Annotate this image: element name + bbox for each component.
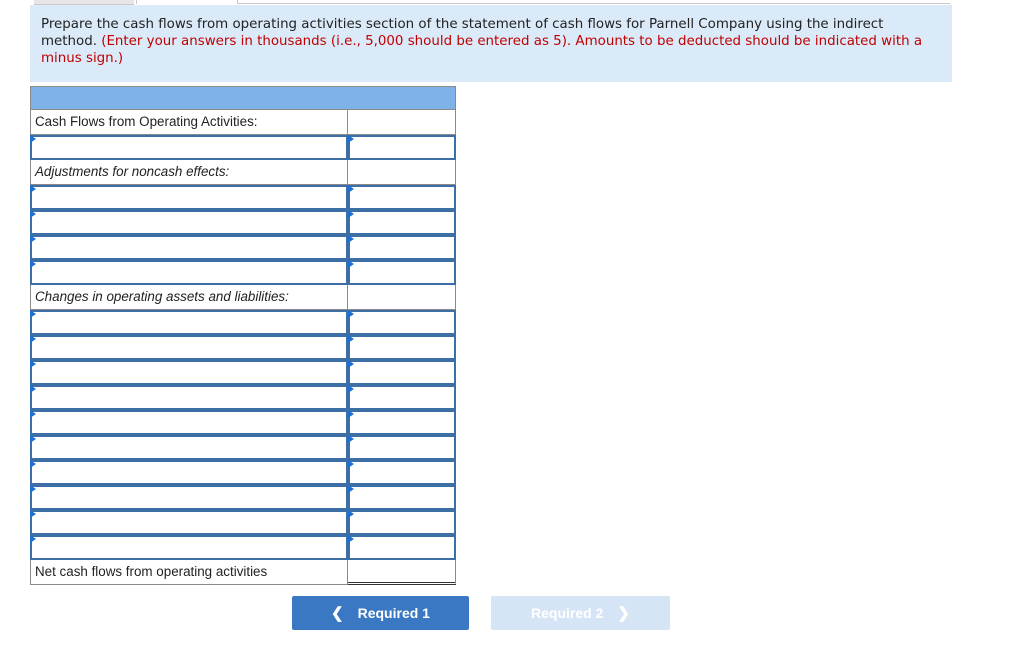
net-cash-label: Net cash flows from operating activities — [30, 560, 348, 585]
amount-input[interactable] — [348, 460, 456, 485]
worksheet-rows — [30, 110, 456, 585]
input-row — [30, 260, 456, 285]
tab-divider — [238, 3, 950, 4]
amount-cell — [348, 110, 456, 135]
amount-cell — [348, 160, 456, 185]
input-row — [30, 485, 456, 510]
tab-strip — [30, 0, 950, 4]
description-input[interactable] — [30, 485, 348, 510]
required-2-label: Required 2 — [531, 605, 604, 621]
input-row — [30, 310, 456, 335]
instructions-main: Prepare the cash flows from operating activities section of the statement of cash flows for Parnell Company using the indirect method. — [41, 17, 884, 49]
amount-input[interactable] — [348, 485, 456, 510]
input-row — [30, 510, 456, 535]
description-input[interactable] — [30, 335, 348, 360]
amount-input[interactable] — [348, 185, 456, 210]
input-row — [30, 385, 456, 410]
amount-input[interactable] — [348, 260, 456, 285]
required-1-label: Required 1 — [357, 605, 430, 621]
amount-input[interactable] — [348, 410, 456, 435]
amount-input[interactable] — [348, 210, 456, 235]
amount-input[interactable] — [348, 360, 456, 385]
amount-input[interactable] — [348, 435, 456, 460]
amount-input[interactable] — [348, 535, 456, 560]
description-input[interactable] — [30, 460, 348, 485]
section-label-row — [30, 160, 456, 185]
description-input[interactable] — [30, 185, 348, 210]
required-1-button[interactable] — [292, 596, 469, 630]
instructions-note: (Enter your answers in thousands (i.e., 5,000 should be entered as 5). Amounts to be deducted should be indicated with a minus sign.) — [41, 34, 923, 66]
amount-cell — [348, 285, 456, 310]
input-row — [30, 535, 456, 560]
description-input[interactable] — [30, 310, 348, 335]
description-input[interactable] — [30, 260, 348, 285]
required-2-button[interactable] — [491, 596, 670, 630]
input-row — [30, 210, 456, 235]
amount-input[interactable] — [348, 335, 456, 360]
section-label: Changes in operating assets and liabilities: — [30, 285, 348, 310]
section-label-row — [30, 110, 456, 135]
worksheet-header — [30, 86, 456, 110]
instructions-box — [30, 5, 952, 82]
description-input[interactable] — [30, 535, 348, 560]
section-label: Adjustments for noncash effects: — [30, 160, 348, 185]
input-row — [30, 360, 456, 385]
chevron-left-icon: ❮ — [331, 605, 344, 622]
input-row — [30, 335, 456, 360]
description-input[interactable] — [30, 135, 348, 160]
amount-input[interactable] — [348, 510, 456, 535]
section-label-row — [30, 285, 456, 310]
input-row — [30, 435, 456, 460]
chevron-right-icon: ❯ — [617, 605, 630, 622]
amount-input[interactable] — [348, 235, 456, 260]
description-input[interactable] — [30, 510, 348, 535]
input-row — [30, 460, 456, 485]
cash-flow-worksheet — [30, 86, 456, 585]
tab-current[interactable] — [136, 0, 238, 4]
input-row — [30, 185, 456, 210]
input-row — [30, 135, 456, 160]
net-row — [30, 560, 456, 585]
amount-input[interactable] — [348, 135, 456, 160]
section-label: Cash Flows from Operating Activities: — [30, 110, 348, 135]
net-cash-amount[interactable] — [348, 560, 456, 585]
input-row — [30, 235, 456, 260]
description-input[interactable] — [30, 410, 348, 435]
amount-input[interactable] — [348, 385, 456, 410]
description-input[interactable] — [30, 360, 348, 385]
amount-input[interactable] — [348, 310, 456, 335]
description-input[interactable] — [30, 210, 348, 235]
description-input[interactable] — [30, 235, 348, 260]
input-row — [30, 410, 456, 435]
description-input[interactable] — [30, 435, 348, 460]
description-input[interactable] — [30, 385, 348, 410]
